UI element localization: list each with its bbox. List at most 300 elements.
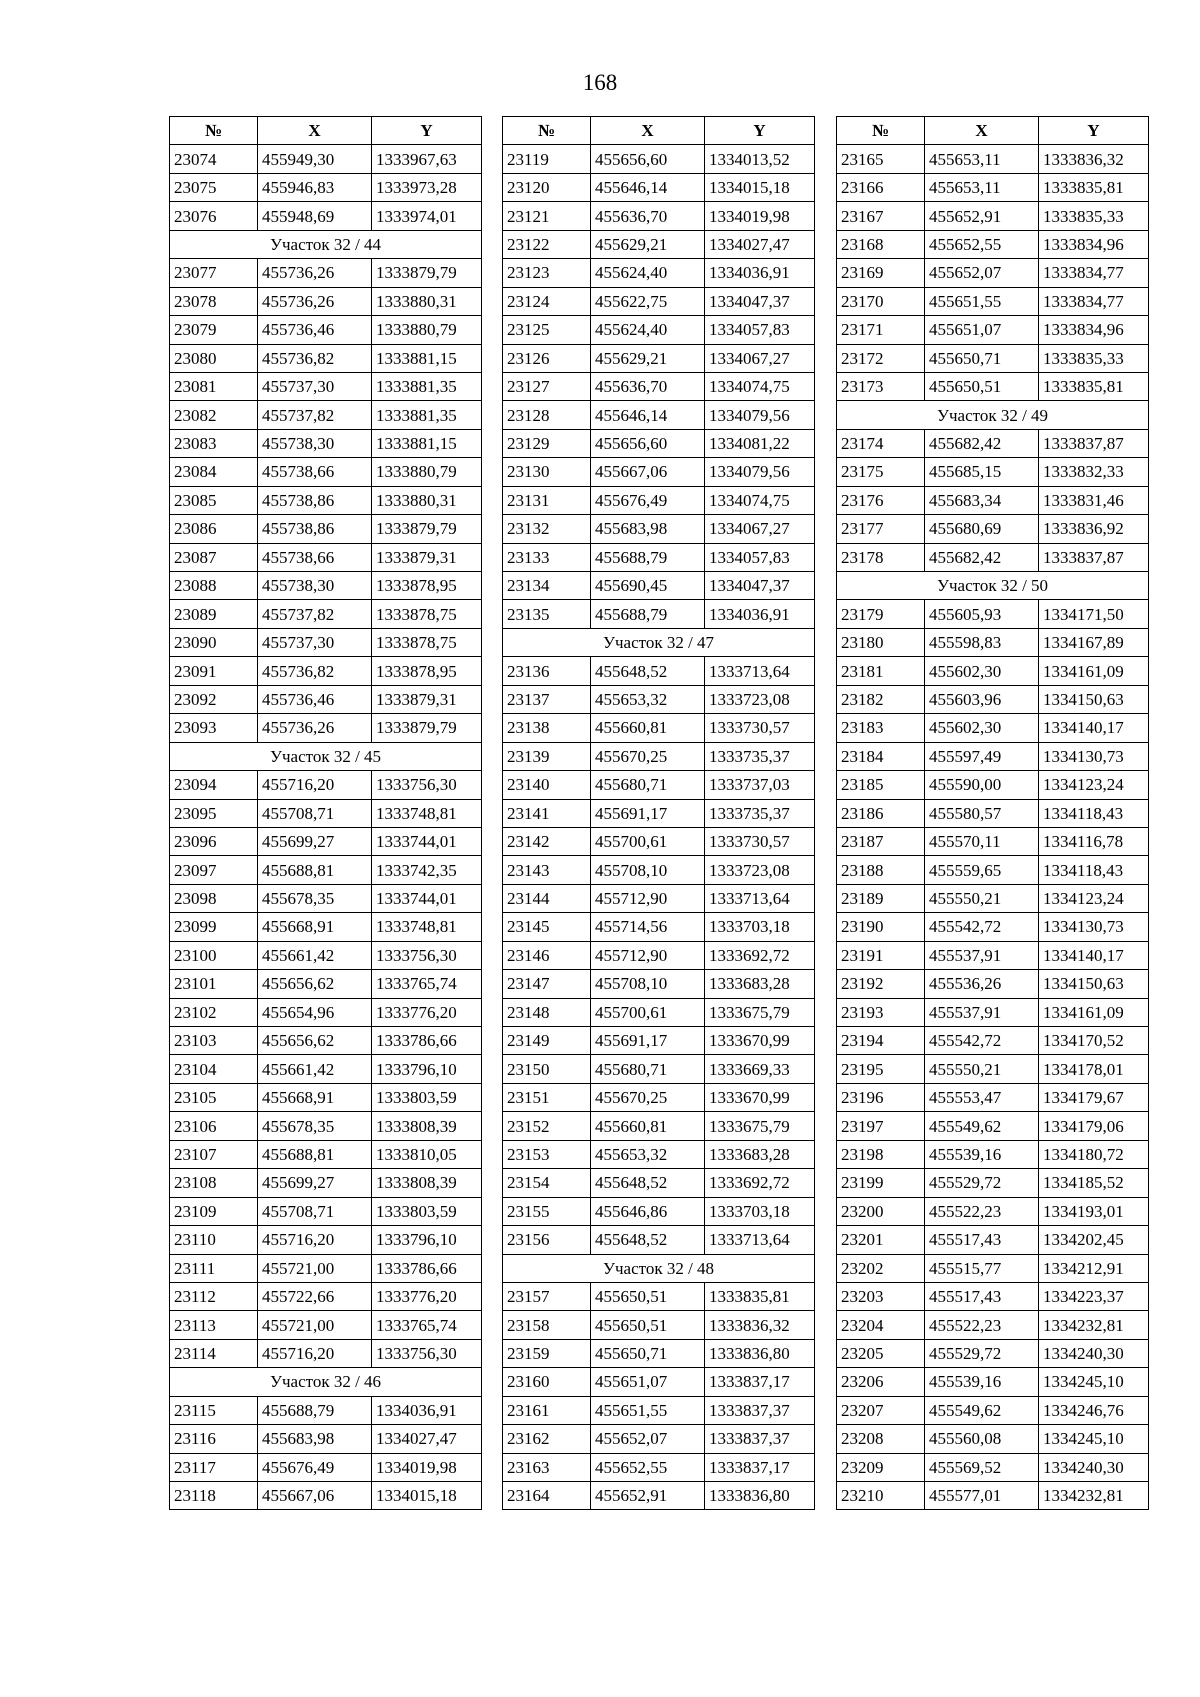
y-coordinate-cell: 1334185,52 — [1039, 1169, 1149, 1197]
x-coordinate-cell: 455683,34 — [925, 486, 1039, 514]
table-row — [837, 259, 1149, 287]
table-row — [503, 600, 815, 628]
table-row — [503, 287, 815, 315]
header-y: Y — [1039, 117, 1149, 145]
x-coordinate-cell: 455522,23 — [925, 1197, 1039, 1225]
x-coordinate-cell: 455653,32 — [591, 685, 705, 713]
table-row — [503, 1169, 815, 1197]
x-coordinate-cell: 455688,81 — [258, 856, 372, 884]
y-coordinate-cell: 1334036,91 — [705, 600, 815, 628]
x-coordinate-cell: 455716,20 — [258, 1226, 372, 1254]
y-coordinate-cell: 1333881,35 — [372, 401, 482, 429]
x-coordinate-cell: 455670,25 — [591, 742, 705, 770]
header-number: № — [503, 117, 591, 145]
x-coordinate-cell: 455688,79 — [591, 543, 705, 571]
table-row — [837, 515, 1149, 543]
x-coordinate-cell: 455624,40 — [591, 316, 705, 344]
y-coordinate-cell: 1333765,74 — [372, 970, 482, 998]
table-row — [170, 856, 482, 884]
y-coordinate-cell: 1333803,59 — [372, 1197, 482, 1225]
x-coordinate-cell: 455550,21 — [925, 1055, 1039, 1083]
table-row — [837, 429, 1149, 457]
y-coordinate-cell: 1333748,81 — [372, 799, 482, 827]
x-coordinate-cell: 455708,71 — [258, 1197, 372, 1225]
point-number-cell: 23093 — [170, 714, 258, 742]
table-row — [170, 1311, 482, 1339]
table-row — [837, 1368, 1149, 1396]
table-row — [503, 714, 815, 742]
y-coordinate-cell: 1333670,99 — [705, 1083, 815, 1111]
point-number-cell: 23113 — [170, 1311, 258, 1339]
point-number-cell: 23091 — [170, 657, 258, 685]
x-coordinate-cell: 455737,30 — [258, 372, 372, 400]
point-number-cell: 23104 — [170, 1055, 258, 1083]
x-coordinate-cell: 455569,52 — [925, 1453, 1039, 1481]
x-coordinate-cell: 455652,55 — [925, 230, 1039, 258]
header-x: X — [258, 117, 372, 145]
table-row — [837, 1083, 1149, 1111]
point-number-cell: 23112 — [170, 1282, 258, 1310]
point-number-cell: 23135 — [503, 600, 591, 628]
x-coordinate-cell: 455736,82 — [258, 344, 372, 372]
table-row — [503, 173, 815, 201]
point-number-cell: 23083 — [170, 429, 258, 457]
x-coordinate-cell: 455708,10 — [591, 856, 705, 884]
x-coordinate-cell: 455680,71 — [591, 1055, 705, 1083]
x-coordinate-cell: 455680,69 — [925, 515, 1039, 543]
table-row — [837, 913, 1149, 941]
table-row — [837, 1197, 1149, 1225]
table-row — [170, 970, 482, 998]
y-coordinate-cell: 1334123,24 — [1039, 771, 1149, 799]
y-coordinate-cell: 1333796,10 — [372, 1226, 482, 1254]
x-coordinate-cell: 455736,26 — [258, 287, 372, 315]
point-number-cell: 23111 — [170, 1254, 258, 1282]
point-number-cell: 23079 — [170, 316, 258, 344]
table-header-row — [170, 117, 482, 145]
table-row — [503, 230, 815, 258]
table-row — [503, 372, 815, 400]
y-coordinate-cell: 1334074,75 — [705, 372, 815, 400]
point-number-cell: 23115 — [170, 1396, 258, 1424]
table-row — [170, 1453, 482, 1481]
y-coordinate-cell: 1334167,89 — [1039, 628, 1149, 656]
y-coordinate-cell: 1333776,20 — [372, 998, 482, 1026]
point-number-cell: 23171 — [837, 316, 925, 344]
table-header-row — [503, 117, 815, 145]
point-number-cell: 23133 — [503, 543, 591, 571]
table-row — [837, 1311, 1149, 1339]
table-row — [170, 799, 482, 827]
y-coordinate-cell: 1333692,72 — [705, 1169, 815, 1197]
point-number-cell: 23180 — [837, 628, 925, 656]
y-coordinate-cell: 1333675,79 — [705, 1112, 815, 1140]
point-number-cell: 23157 — [503, 1282, 591, 1310]
x-coordinate-cell: 455737,30 — [258, 628, 372, 656]
x-coordinate-cell: 455577,01 — [925, 1482, 1039, 1510]
y-coordinate-cell: 1333703,18 — [705, 1197, 815, 1225]
x-coordinate-cell: 455721,00 — [258, 1254, 372, 1282]
y-coordinate-cell: 1333837,17 — [705, 1453, 815, 1481]
table-row — [170, 771, 482, 799]
point-number-cell: 23121 — [503, 202, 591, 230]
y-coordinate-cell: 1334118,43 — [1039, 856, 1149, 884]
table-row — [170, 173, 482, 201]
table-row — [503, 429, 815, 457]
x-coordinate-cell: 455685,15 — [925, 458, 1039, 486]
table-row — [170, 913, 482, 941]
table-row — [170, 1254, 482, 1282]
table-row — [170, 884, 482, 912]
point-number-cell: 23182 — [837, 685, 925, 713]
table-row — [837, 998, 1149, 1026]
table-row — [837, 287, 1149, 315]
table-row — [837, 1396, 1149, 1424]
x-coordinate-cell: 455648,52 — [591, 657, 705, 685]
x-coordinate-cell: 455667,06 — [591, 458, 705, 486]
y-coordinate-cell: 1333723,08 — [705, 685, 815, 713]
x-coordinate-cell: 455656,60 — [591, 429, 705, 457]
header-y: Y — [372, 117, 482, 145]
y-coordinate-cell: 1333723,08 — [705, 856, 815, 884]
point-number-cell: 23140 — [503, 771, 591, 799]
x-coordinate-cell: 455667,06 — [258, 1482, 372, 1510]
point-number-cell: 23164 — [503, 1482, 591, 1510]
section-title: Участок 32 / 46 — [170, 1368, 482, 1396]
y-coordinate-cell: 1333808,39 — [372, 1169, 482, 1197]
x-coordinate-cell: 455651,07 — [925, 316, 1039, 344]
y-coordinate-cell: 1333879,31 — [372, 685, 482, 713]
y-coordinate-cell: 1334019,98 — [372, 1453, 482, 1481]
point-number-cell: 23125 — [503, 316, 591, 344]
point-number-cell: 23148 — [503, 998, 591, 1026]
table-row — [837, 486, 1149, 514]
table-row — [170, 827, 482, 855]
table-row — [503, 316, 815, 344]
x-coordinate-cell: 455691,17 — [591, 1027, 705, 1055]
table-row — [837, 657, 1149, 685]
table-row — [170, 515, 482, 543]
x-coordinate-cell: 455738,66 — [258, 543, 372, 571]
y-coordinate-cell: 1333835,33 — [1039, 202, 1149, 230]
point-number-cell: 23149 — [503, 1027, 591, 1055]
y-coordinate-cell: 1333879,79 — [372, 259, 482, 287]
x-coordinate-cell: 455683,98 — [258, 1425, 372, 1453]
y-coordinate-cell: 1333835,81 — [705, 1282, 815, 1310]
y-coordinate-cell: 1334193,01 — [1039, 1197, 1149, 1225]
y-coordinate-cell: 1333808,39 — [372, 1112, 482, 1140]
y-coordinate-cell: 1333670,99 — [705, 1027, 815, 1055]
table-row — [170, 685, 482, 713]
y-coordinate-cell: 1334179,06 — [1039, 1112, 1149, 1140]
x-coordinate-cell: 455650,51 — [591, 1282, 705, 1310]
table-row — [170, 543, 482, 571]
point-number-cell: 23146 — [503, 941, 591, 969]
table-row — [170, 1055, 482, 1083]
point-number-cell: 23141 — [503, 799, 591, 827]
table-row — [503, 1311, 815, 1339]
y-coordinate-cell: 1334116,78 — [1039, 827, 1149, 855]
y-coordinate-cell: 1333730,57 — [705, 827, 815, 855]
point-number-cell: 23127 — [503, 372, 591, 400]
table-row — [837, 941, 1149, 969]
x-coordinate-cell: 455736,26 — [258, 714, 372, 742]
y-coordinate-cell: 1333744,01 — [372, 827, 482, 855]
y-coordinate-cell: 1333835,33 — [1039, 344, 1149, 372]
table-row — [837, 1339, 1149, 1367]
point-number-cell: 23142 — [503, 827, 591, 855]
table-row — [837, 1055, 1149, 1083]
table-row — [503, 1112, 815, 1140]
y-coordinate-cell: 1334047,37 — [705, 287, 815, 315]
y-coordinate-cell: 1333879,31 — [372, 543, 482, 571]
section-title: Участок 32 / 47 — [503, 628, 815, 656]
y-coordinate-cell: 1334067,27 — [705, 344, 815, 372]
x-coordinate-cell: 455738,66 — [258, 458, 372, 486]
table-row — [503, 913, 815, 941]
x-coordinate-cell: 455636,70 — [591, 372, 705, 400]
y-coordinate-cell: 1333776,20 — [372, 1282, 482, 1310]
x-coordinate-cell: 455553,47 — [925, 1083, 1039, 1111]
y-coordinate-cell: 1333834,77 — [1039, 287, 1149, 315]
point-number-cell: 23084 — [170, 458, 258, 486]
table-row — [503, 1282, 815, 1310]
table-row — [837, 799, 1149, 827]
y-coordinate-cell: 1334123,24 — [1039, 884, 1149, 912]
x-coordinate-cell: 455949,30 — [258, 145, 372, 173]
point-number-cell: 23152 — [503, 1112, 591, 1140]
point-number-cell: 23176 — [837, 486, 925, 514]
table-row — [837, 145, 1149, 173]
table-row — [837, 628, 1149, 656]
y-coordinate-cell: 1333880,31 — [372, 486, 482, 514]
section-row — [837, 572, 1149, 600]
x-coordinate-cell: 455559,65 — [925, 856, 1039, 884]
y-coordinate-cell: 1334027,47 — [705, 230, 815, 258]
point-number-cell: 23170 — [837, 287, 925, 315]
x-coordinate-cell: 455691,17 — [591, 799, 705, 827]
y-coordinate-cell: 1333730,57 — [705, 714, 815, 742]
point-number-cell: 23175 — [837, 458, 925, 486]
section-row — [503, 1254, 815, 1282]
point-number-cell: 23138 — [503, 714, 591, 742]
section-title: Участок 32 / 45 — [170, 742, 482, 770]
y-coordinate-cell: 1333683,28 — [705, 970, 815, 998]
point-number-cell: 23109 — [170, 1197, 258, 1225]
table-row — [837, 230, 1149, 258]
table-row — [837, 970, 1149, 998]
x-coordinate-cell: 455688,79 — [591, 600, 705, 628]
point-number-cell: 23207 — [837, 1396, 925, 1424]
y-coordinate-cell: 1333836,32 — [705, 1311, 815, 1339]
point-number-cell: 23136 — [503, 657, 591, 685]
x-coordinate-cell: 455716,20 — [258, 771, 372, 799]
point-number-cell: 23101 — [170, 970, 258, 998]
x-coordinate-cell: 455654,96 — [258, 998, 372, 1026]
x-coordinate-cell: 455712,90 — [591, 941, 705, 969]
y-coordinate-cell: 1333881,15 — [372, 429, 482, 457]
point-number-cell: 23097 — [170, 856, 258, 884]
table-row — [503, 458, 815, 486]
y-coordinate-cell: 1333737,03 — [705, 771, 815, 799]
x-coordinate-cell: 455946,83 — [258, 173, 372, 201]
y-coordinate-cell: 1333973,28 — [372, 173, 482, 201]
table-row — [170, 1197, 482, 1225]
table-row — [170, 1027, 482, 1055]
y-coordinate-cell: 1333837,87 — [1039, 543, 1149, 571]
y-coordinate-cell: 1334130,73 — [1039, 913, 1149, 941]
table-row — [837, 856, 1149, 884]
point-number-cell: 23209 — [837, 1453, 925, 1481]
point-number-cell: 23173 — [837, 372, 925, 400]
point-number-cell: 23087 — [170, 543, 258, 571]
table-row — [503, 856, 815, 884]
point-number-cell: 23081 — [170, 372, 258, 400]
y-coordinate-cell: 1333703,18 — [705, 913, 815, 941]
section-title: Участок 32 / 50 — [837, 572, 1149, 600]
x-coordinate-cell: 455539,16 — [925, 1140, 1039, 1168]
y-coordinate-cell: 1333835,81 — [1039, 173, 1149, 201]
table-row — [503, 515, 815, 543]
table-row — [503, 799, 815, 827]
page-number: 168 — [582, 70, 618, 95]
x-coordinate-cell: 455712,90 — [591, 884, 705, 912]
point-number-cell: 23106 — [170, 1112, 258, 1140]
x-coordinate-cell: 455542,72 — [925, 913, 1039, 941]
y-coordinate-cell: 1334161,09 — [1039, 998, 1149, 1026]
point-number-cell: 23114 — [170, 1339, 258, 1367]
x-coordinate-cell: 455537,91 — [925, 998, 1039, 1026]
x-coordinate-cell: 455738,86 — [258, 515, 372, 543]
point-number-cell: 23154 — [503, 1169, 591, 1197]
x-coordinate-cell: 455648,52 — [591, 1169, 705, 1197]
point-number-cell: 23130 — [503, 458, 591, 486]
table-row — [170, 1112, 482, 1140]
table-row — [837, 344, 1149, 372]
point-number-cell: 23094 — [170, 771, 258, 799]
x-coordinate-cell: 455708,71 — [258, 799, 372, 827]
y-coordinate-cell: 1334019,98 — [705, 202, 815, 230]
table-row — [503, 657, 815, 685]
section-row — [170, 230, 482, 258]
table-row — [837, 827, 1149, 855]
x-coordinate-cell: 455646,86 — [591, 1197, 705, 1225]
y-coordinate-cell: 1333742,35 — [372, 856, 482, 884]
x-coordinate-cell: 455550,21 — [925, 884, 1039, 912]
table-row — [837, 202, 1149, 230]
y-coordinate-cell: 1333834,96 — [1039, 230, 1149, 258]
point-number-cell: 23147 — [503, 970, 591, 998]
y-coordinate-cell: 1333836,32 — [1039, 145, 1149, 173]
point-number-cell: 23118 — [170, 1482, 258, 1510]
point-number-cell: 23201 — [837, 1226, 925, 1254]
y-coordinate-cell: 1333878,95 — [372, 572, 482, 600]
x-coordinate-cell: 455708,10 — [591, 970, 705, 998]
y-coordinate-cell: 1333880,79 — [372, 458, 482, 486]
y-coordinate-cell: 1333810,05 — [372, 1140, 482, 1168]
y-coordinate-cell: 1334232,81 — [1039, 1311, 1149, 1339]
point-number-cell: 23098 — [170, 884, 258, 912]
table-row — [837, 714, 1149, 742]
x-coordinate-cell: 455682,42 — [925, 429, 1039, 457]
point-number-cell: 23210 — [837, 1482, 925, 1510]
x-coordinate-cell: 455651,55 — [591, 1396, 705, 1424]
x-coordinate-cell: 455661,42 — [258, 1055, 372, 1083]
point-number-cell: 23077 — [170, 259, 258, 287]
x-coordinate-cell: 455549,62 — [925, 1396, 1039, 1424]
x-coordinate-cell: 455624,40 — [591, 259, 705, 287]
table-row — [503, 771, 815, 799]
x-coordinate-cell: 455688,79 — [258, 1396, 372, 1424]
table-row — [170, 941, 482, 969]
x-coordinate-cell: 455722,66 — [258, 1282, 372, 1310]
x-coordinate-cell: 455539,16 — [925, 1368, 1039, 1396]
y-coordinate-cell: 1333713,64 — [705, 1226, 815, 1254]
y-coordinate-cell: 1334079,56 — [705, 458, 815, 486]
y-coordinate-cell: 1333881,35 — [372, 372, 482, 400]
point-number-cell: 23163 — [503, 1453, 591, 1481]
table-row — [503, 827, 815, 855]
x-coordinate-cell: 455652,07 — [591, 1425, 705, 1453]
x-coordinate-cell: 455676,49 — [258, 1453, 372, 1481]
point-number-cell: 23155 — [503, 1197, 591, 1225]
x-coordinate-cell: 455680,71 — [591, 771, 705, 799]
y-coordinate-cell: 1334180,72 — [1039, 1140, 1149, 1168]
table-row — [170, 600, 482, 628]
point-number-cell: 23110 — [170, 1226, 258, 1254]
table-row — [170, 572, 482, 600]
x-coordinate-cell: 455668,91 — [258, 913, 372, 941]
y-coordinate-cell: 1334150,63 — [1039, 685, 1149, 713]
table-row — [170, 1282, 482, 1310]
y-coordinate-cell: 1333837,17 — [705, 1368, 815, 1396]
y-coordinate-cell: 1333878,75 — [372, 600, 482, 628]
table-row — [837, 685, 1149, 713]
x-coordinate-cell: 455605,93 — [925, 600, 1039, 628]
point-number-cell: 23172 — [837, 344, 925, 372]
point-number-cell: 23167 — [837, 202, 925, 230]
y-coordinate-cell: 1333879,79 — [372, 714, 482, 742]
table-row — [503, 202, 815, 230]
table-row — [503, 486, 815, 514]
x-coordinate-cell: 455737,82 — [258, 600, 372, 628]
table-row — [837, 1482, 1149, 1510]
table-row — [503, 941, 815, 969]
x-coordinate-cell: 455629,21 — [591, 344, 705, 372]
table-row — [837, 1282, 1149, 1310]
x-coordinate-cell: 455738,30 — [258, 572, 372, 600]
table-row — [837, 173, 1149, 201]
point-number-cell: 23102 — [170, 998, 258, 1026]
y-coordinate-cell: 1334232,81 — [1039, 1482, 1149, 1510]
header-number: № — [837, 117, 925, 145]
x-coordinate-cell: 455700,61 — [591, 998, 705, 1026]
y-coordinate-cell: 1334015,18 — [372, 1482, 482, 1510]
y-coordinate-cell: 1333835,81 — [1039, 372, 1149, 400]
x-coordinate-cell: 455517,43 — [925, 1282, 1039, 1310]
y-coordinate-cell: 1334240,30 — [1039, 1339, 1149, 1367]
point-number-cell: 23126 — [503, 344, 591, 372]
point-number-cell: 23205 — [837, 1339, 925, 1367]
y-coordinate-cell: 1334074,75 — [705, 486, 815, 514]
y-coordinate-cell: 1334015,18 — [705, 173, 815, 201]
y-coordinate-cell: 1333879,79 — [372, 515, 482, 543]
x-coordinate-cell: 455515,77 — [925, 1254, 1039, 1282]
y-coordinate-cell: 1333878,75 — [372, 628, 482, 656]
y-coordinate-cell: 1334140,17 — [1039, 714, 1149, 742]
table-row — [503, 259, 815, 287]
table-row — [837, 1254, 1149, 1282]
